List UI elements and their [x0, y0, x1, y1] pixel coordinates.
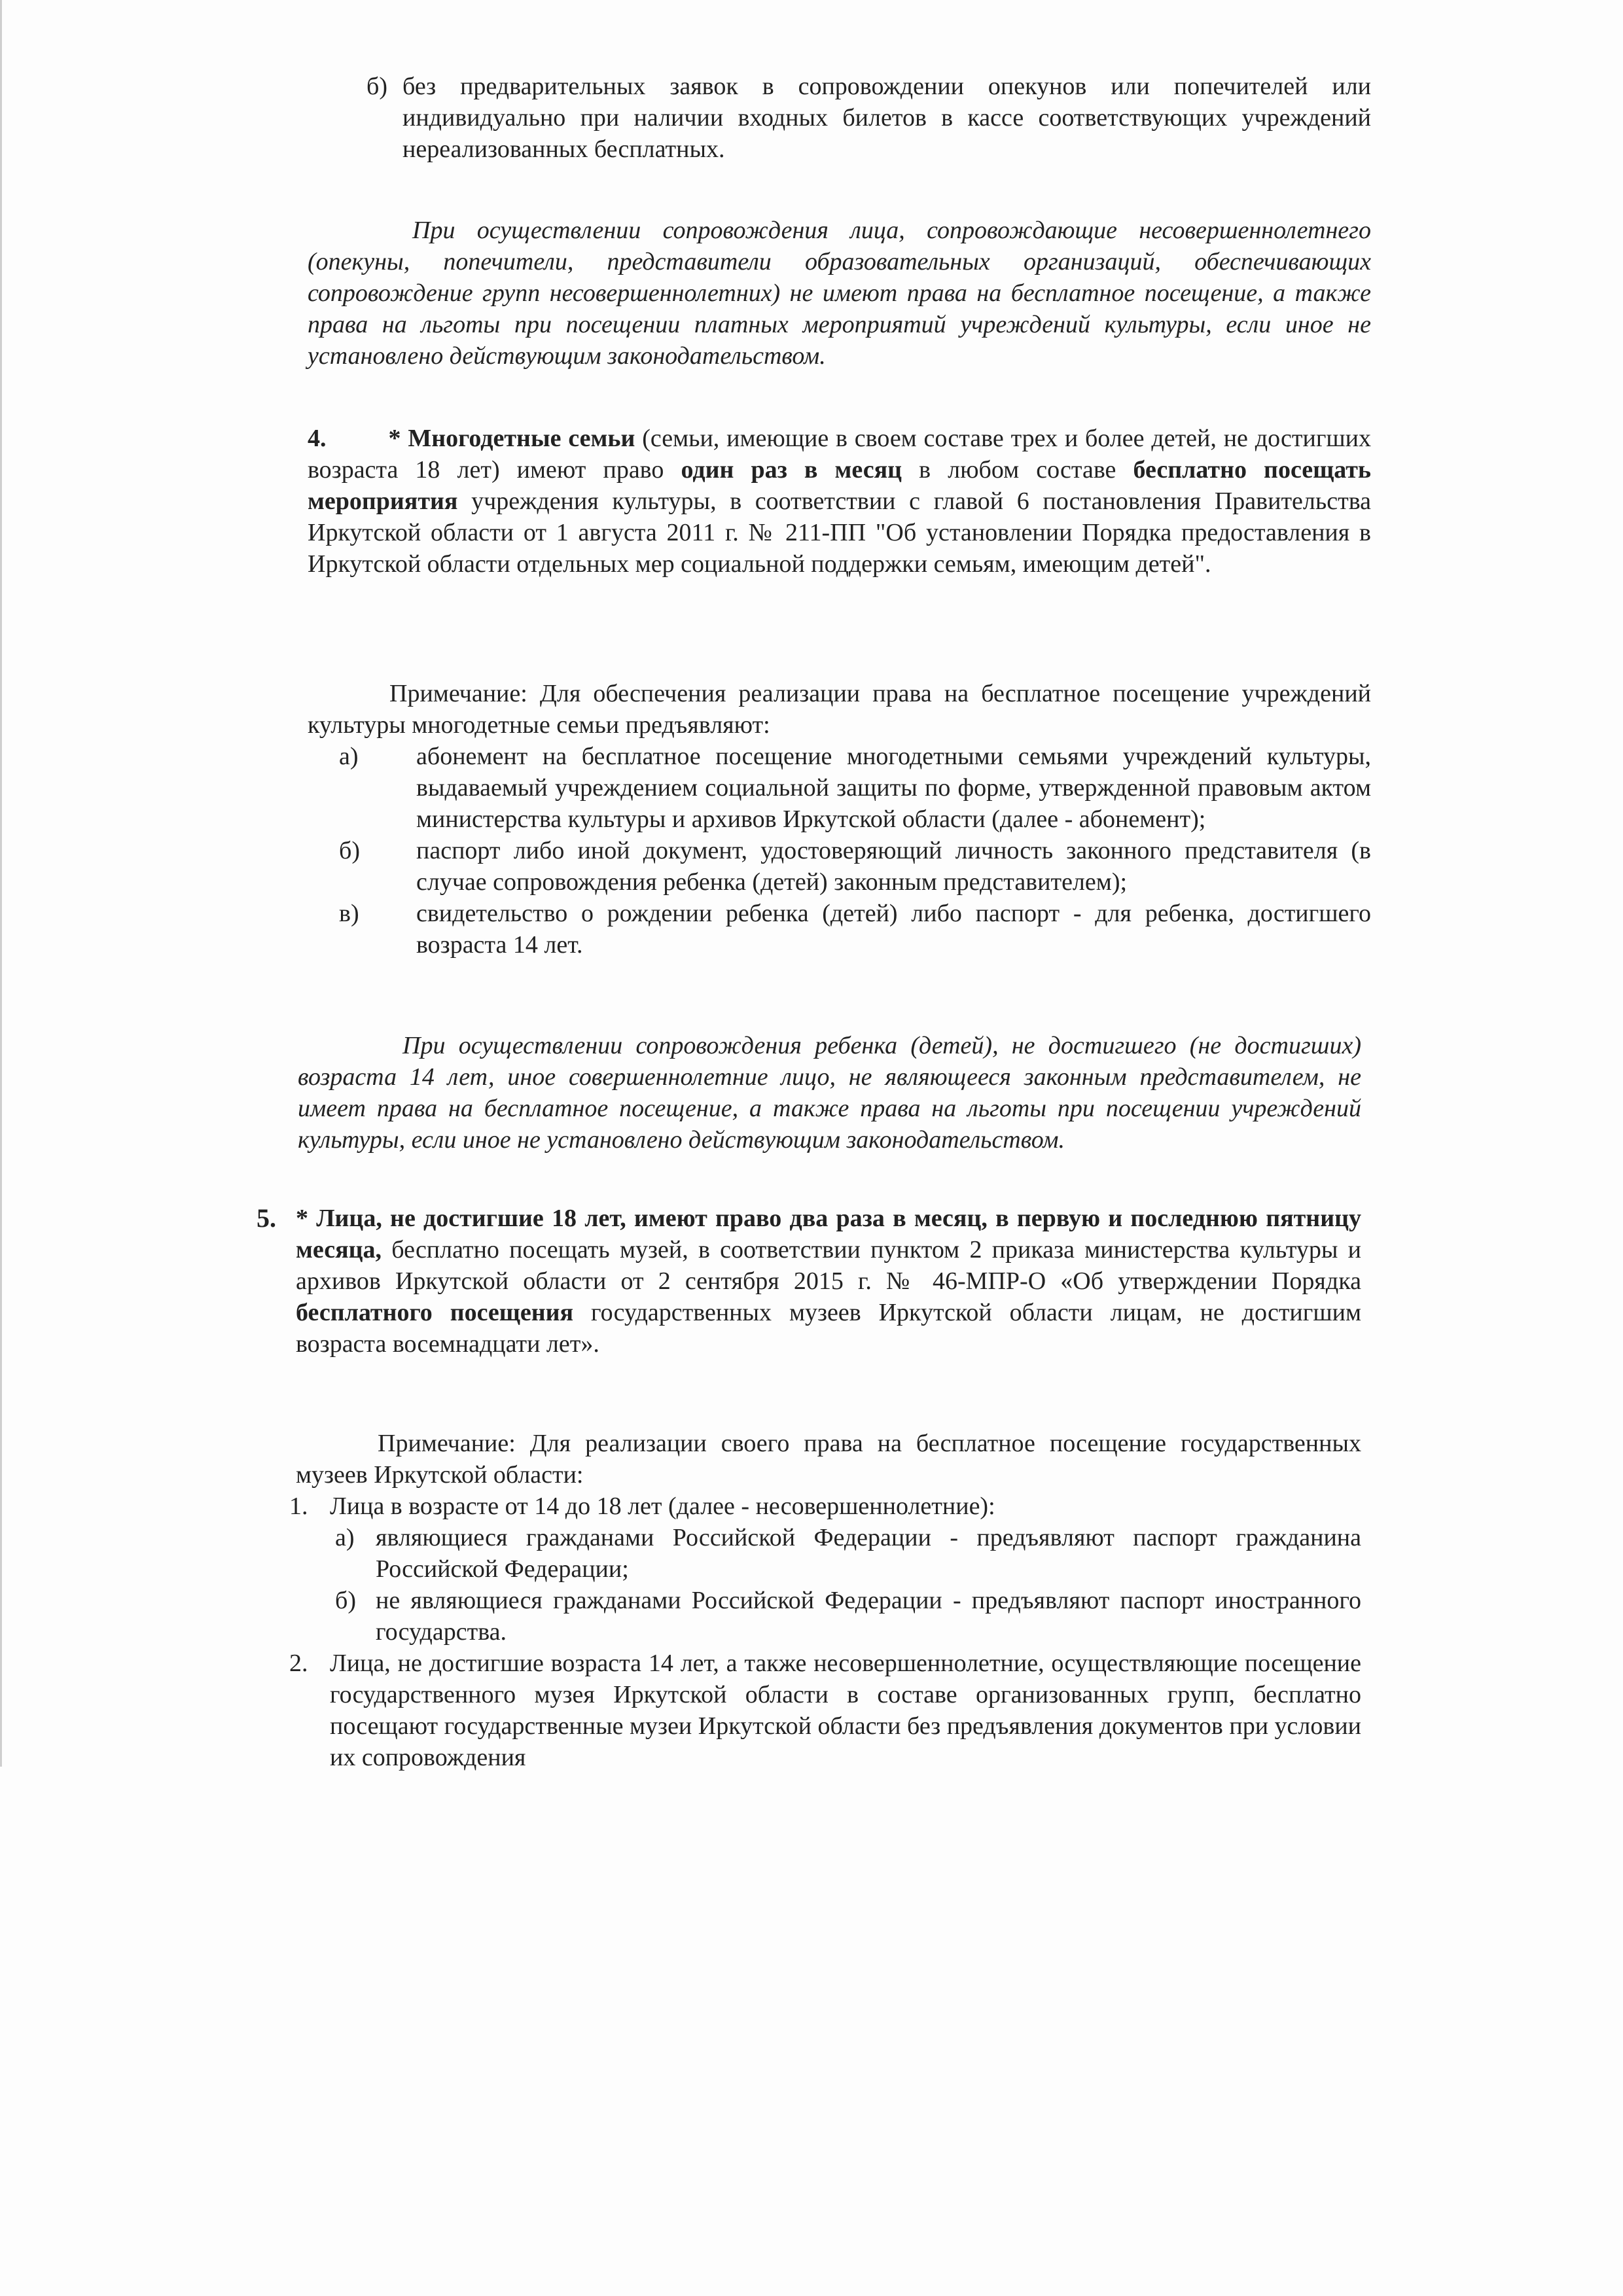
- item-text: свидетельство о рождении ребенка (детей) либо паспорт - для ребенка, достигшего возраста 14 лет.: [416, 900, 1371, 959]
- note-section-4: [308, 678, 1371, 961]
- item-text: Лица, не достигшие возраста 14 лет, а также несовершеннолетние, осуществляющие посещение государственного музея Иркутской области в составе организованных групп, бесплатно посещают государственные музеи Иркутской области без предъявления документов при условии их сопровождения: [330, 1650, 1361, 1771]
- note-item-a: [339, 741, 1371, 835]
- section-text: бесплатно посещать музей, в соответствии пунктом 2 приказа министерства культуры и архивов Иркутской области от 2 сентября 2015 г. № 46-МПР-О «Об утверждении Порядка: [296, 1236, 1361, 1295]
- item-marker: в): [339, 900, 359, 927]
- note-intro: Примечание: Для обеспечения реализации права на бесплатное посещение учреждений культуры многодетные семьи предъявляют:: [308, 680, 1371, 739]
- item-marker: б): [366, 73, 387, 100]
- section-4: [308, 423, 1371, 580]
- note-subitem-b: [335, 1585, 1361, 1648]
- section-text: учреждения культуры, в соответствии с главой 6 постановления Правительства Иркутской области от 1 августа 2011 г. № 211-ПП "Об установлении Порядка предоставления в Иркутской области отдельных мер социальной поддержки семьям, имеющим детей".: [308, 487, 1372, 578]
- section-5: [257, 1203, 1361, 1360]
- item-marker: 1.: [289, 1492, 308, 1520]
- italic-note-escort: При осуществлении сопровождения лица, сопровождающие несовершеннолетнего (опекуны, попечители, представители образовательных организаций, обеспечивающих сопровождение групп несовершеннолетних) не имеют права на бесплатное посещение, а также права на льготы при посещении платных мероприятий учреждений культуры, если иное не установлено действующим законодательством.: [308, 217, 1371, 370]
- note-item-1: [289, 1491, 1361, 1522]
- note-subitem-a: [335, 1522, 1361, 1585]
- italic-note-child-escort: При осуществлении сопровождения ребенка (детей), не достигшего (не достигших) возраста 14 лет, иное совершеннолетние лицо, не являющееся законным представителем, не имеет права на бесплатное посещение, а также права на льготы при посещении учреждений культуры, если иное не установлено действующим законодательством.: [298, 1032, 1361, 1154]
- item-marker: б): [335, 1587, 356, 1614]
- list-item-b-top: [366, 71, 1371, 165]
- item-text: являющиеся гражданами Российской Федерации - предъявляют паспорт гражданина Российской Федерации;: [376, 1524, 1361, 1583]
- bold-once-a-month: один раз в месяц: [681, 456, 902, 484]
- item-marker: б): [339, 837, 360, 864]
- note-item-2: [289, 1648, 1361, 1773]
- item-marker: а): [339, 743, 359, 770]
- section-number: 4.: [308, 425, 327, 452]
- item-text: Лица в возрасте от 14 до 18 лет (далее - несовершеннолетние):: [330, 1492, 995, 1520]
- bold-free-visit: бесплатно посещать мероприятия: [308, 456, 1372, 515]
- item-text: абонемент на бесплатное посещение многодетными семьями учреждений культуры, выдаваемый учреждением социальной защиты по форме, утвержденной правовым актом министерства культуры и архивов Иркутской области (далее - абонемент);: [416, 743, 1371, 833]
- bold-under-18: * Лица, не достигшие 18 лет, имеют право два раза в месяц, в первую и последнюю пятницу месяца,: [296, 1205, 1361, 1263]
- star-mark: *: [388, 425, 401, 452]
- section-number: 5.: [257, 1203, 276, 1233]
- note-item-b: [339, 835, 1371, 898]
- section-text: (семьи, имеющие в своем составе трех и более детей, не достигших возраста 18 лет) имеют право: [308, 425, 1372, 484]
- section-text: государственных музеев Иркутской области лицам, не достигшим возраста восемнадцати лет».: [296, 1299, 1361, 1358]
- section-text: в любом составе: [919, 456, 1116, 484]
- item-marker: 2.: [289, 1650, 308, 1677]
- note-item-v: [339, 898, 1371, 961]
- item-text: не являющиеся гражданами Российской Федерации - предъявляют паспорт иностранного государства.: [376, 1587, 1361, 1646]
- note-section-5: [289, 1428, 1361, 1773]
- bold-large-families: Многодетные семьи: [408, 425, 635, 452]
- item-text: без предварительных заявок в сопровождении опекунов или попечителей или индивидуально при наличии входных билетов в кассе соответствующих учреждений нереализованных бесплатных.: [402, 73, 1371, 163]
- item-text: паспорт либо иной документ, удостоверяющий личность законного представителя (в случае сопровождения ребенка (детей) законным представителем);: [416, 837, 1371, 896]
- bold-free-visit: бесплатного посещения: [296, 1299, 574, 1326]
- item-marker: а): [335, 1524, 355, 1551]
- scan-edge: [0, 0, 2, 1767]
- note-intro: Примечание: Для реализации своего права на бесплатное посещение государственных музеев Иркутской области:: [296, 1430, 1361, 1489]
